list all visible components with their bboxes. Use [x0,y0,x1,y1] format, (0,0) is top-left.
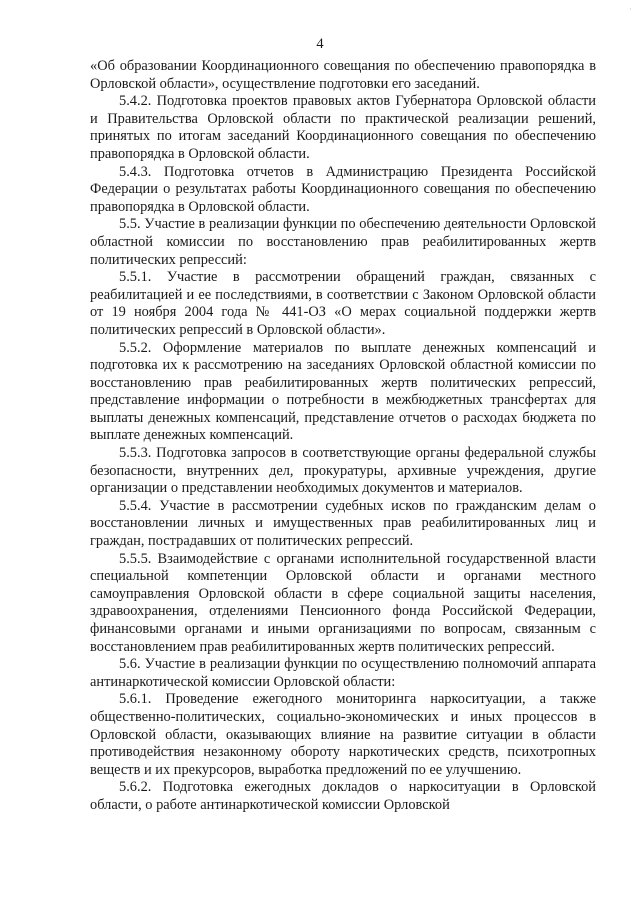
paragraph-5-6-1: 5.6.1. Проведение ежегодного мониторинга наркоситуации, а также общественно-политических, социально-экономических и иных процессов в Орловской области, оказывающих влияние на развитие ситуации в области противодействия незаконному обороту наркотических средств, психотропных веществ и их прекурсоров, выработка предложений по ее улучшению. [90,691,596,778]
paragraph-5-5-4: 5.5.4. Участие в рассмотрении судебных исков по гражданским делам о восстановлении личных и имущественных прав реабилитированных лиц и граждан, пострадавших от политических репрессий. [90,497,596,550]
paragraph-5-5-1: 5.5.1. Участие в рассмотрении обращений граждан, связанных с реабилитацией и ее последствиями, в соответствии с Законом Орловской области от 19 ноября 2004 года № 441-ОЗ «О мерах социальной поддержки жертв политических репрессий в Орловской области». [90,269,596,338]
page-number: 4 [316,36,324,52]
paragraph-5-5-3: 5.5.3. Подготовка запросов в соответствующие органы федеральной службы безопасности, внутренних дел, прокуратуры, архивные учреждения, другие организации о представлении необходимых документов и материалов. [90,445,596,497]
paragraph-5-4-3: 5.4.3. Подготовка отчетов в Администрацию Президента Российской Федерации о результатах работы Координационного совещания по обеспечению правопорядка в Орловской области. [90,163,596,215]
paragraph-5-6: 5.6. Участие в реализации функции по осуществлению полномочий аппарата антинаркотической комиссии Орловской области: [90,656,596,690]
paragraph-5-6-2: 5.6.2. Подготовка ежегодных докладов о наркоситуации в Орловской области, о работе антинаркотической комиссии Орловской [90,779,596,813]
paragraph-5-5-2: 5.5.2. Оформление материалов по выплате денежных компенсаций и подготовка их к рассмотрению на заседаниях Орловской областной комиссии по восстановлению прав реабилитированных жертв политических репрессий, представление информации о потребности в межбюджетных трансфертах для выплаты денежных компенсаций, представление отчетов о расходах бюджета по выплате денежных компенсаций. [90,339,596,444]
paragraph-5-5: 5.5. Участие в реализации функции по обеспечению деятельности Орловской областной комиссии по восстановлению прав реабилитированных жертв политических репрессий: [90,216,596,268]
paragraph-5-5-5: 5.5.5. Взаимодействие с органами исполнительной государственной власти специальной компетенции Орловской области и органами местного самоуправления Орловской области в сфере социальной защиты населения, здравоохранения, отделениями Пенсионного фонда Российской Федерации, финансовыми органами и иными организациями по вопросам, связанным с восстановлением прав реабилитированных жертв политических репрессий. [90,550,596,655]
paragraph-continuation: «Об образовании Координационного совещания по обеспечению правопорядка в Орловской области», осуществление подготовки его заседаний. [90,58,596,92]
document-body [90,58,596,815]
corner-mark: · [629,4,632,14]
paragraph-5-4-2: 5.4.2. Подготовка проектов правовых актов Губернатора Орловской области и Правительства Орловской области по практической реализации решений, принятых по итогам заседаний Координационного совещания по обеспечению правопорядка в Орловской области. [90,93,596,162]
